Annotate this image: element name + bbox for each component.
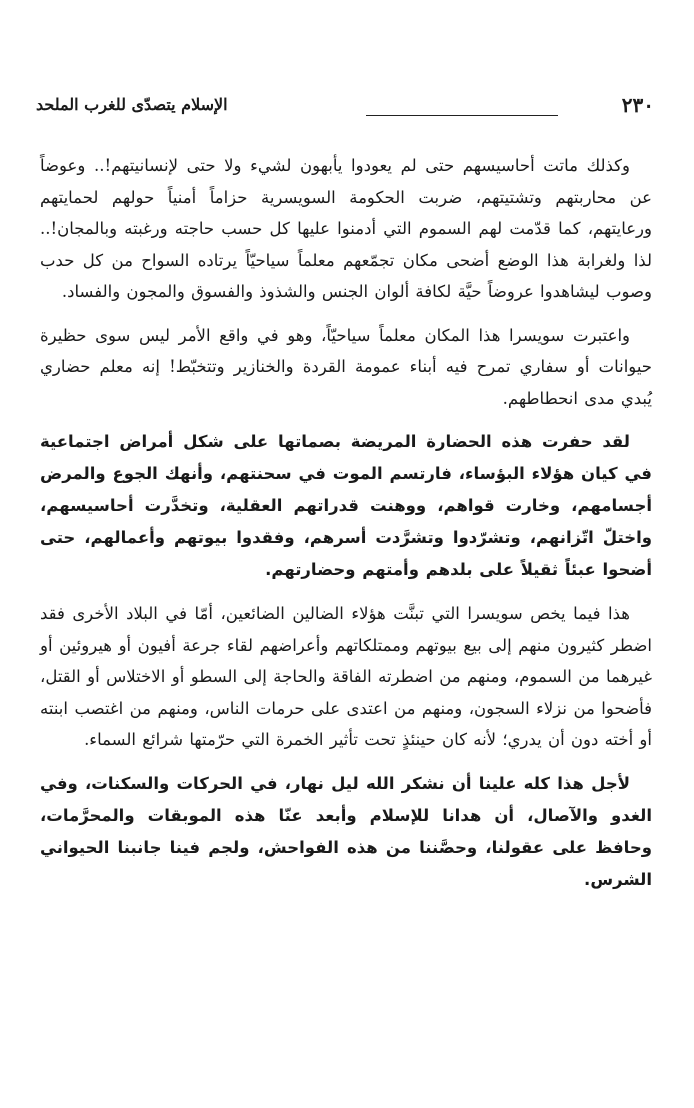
bold-paragraph: لأجل هذا كله علينا أن نشكر الله ليل نهار، في الحركات والسكنات، وفي الغدو والآصال، أن هدانا للإسلام وأبعد عنّا هذه الموبقات والمحرَّمات، وحافظ على عقولنا، وحصَّننا من هذه الفواحش، ولجم فينا جانبنا الحيواني الشرس.: [40, 773, 652, 889]
paragraph: واعتبرت سويسرا هذا المكان معلماً سياحيّاً، وهو في واقع الأمر ليس سوى حظيرة حيوانات أو سفاري تمرح فيه أبناء عمومة القردة والخنازير وتتخبّط! إنه معلم حضاري يُبدي مدى انحطاطهم.: [40, 325, 652, 408]
page-number: ٢٣٠: [621, 93, 654, 117]
page-body: [40, 150, 652, 908]
header-rule: [366, 115, 558, 116]
bold-paragraph: لقد حفرت هذه الحضارة المريضة بصماتها على شكل أمراض اجتماعية في كيان هؤلاء البؤساء، فارتسم الموت في سحنتهم، وأنهك الجوع والمرض أجسامهم، وخارت قواهم، ووهنت قدراتهم العقلية، وتخدَّرت أحاسيسهم، واختلّ اتّزانهم، وتشرّدوا وتشرَّدت أسرهم، وفقدوا بيوتهم وأعمالهم، حتى أضحوا عبئاً ثقيلاً على بلدهم وأمتهم وحضارتهم.: [40, 432, 652, 579]
paragraph: وكذلك ماتت أحاسيسهم حتى لم يعودوا يأبهون لشيء ولا حتى لإنسانيتهم!.. وعوضاً عن محاربتهم وتشتيتهم، ضربت الحكومة السويسرية حزاماً أمنياً حولهم لحمايتهم ورعايتهم، كما قدّمت لهم السموم التي أدمنوا عليها كل حسب حاجته ورغبته وبالمجان!.. لذا ولغرابة هذا الوضع أضحى مكان تجمّعهم معلماً سياحيّاً يرتاده السواح من كل حدب وصوب ليشاهدوا عروضاً حيَّة لكافة ألوان الجنس والشذوذ والفسوق والمجون والفساد.: [40, 156, 652, 301]
running-header: [36, 93, 654, 127]
book-title: الإسلام يتصدّى للغرب الملحد: [36, 95, 228, 114]
paragraph: هذا فيما يخص سويسرا التي تبنَّت هؤلاء الضالين الضائعين، أمّا في البلاد الأخرى فقد اضطر كثيرون منهم إلى بيع بيوتهم وممتلكاتهم وأعراضهم لقاء جرعة أفيون أو هيروئين أو غيرهما من السموم، ومنهم من اضطرته الفاقة والحاجة إلى السطو أو الاختلاس أو القتل، فأضحوا من نزلاء السجون، ومنهم من اعتدى على حرمات الناس، ومنهم من اغتصب ابنته أو أخته دون أن يدري؛ لأنه كان حينئذٍ تحت تأثير الخمرة التي حرّمتها شرائع السماء.: [40, 604, 652, 749]
